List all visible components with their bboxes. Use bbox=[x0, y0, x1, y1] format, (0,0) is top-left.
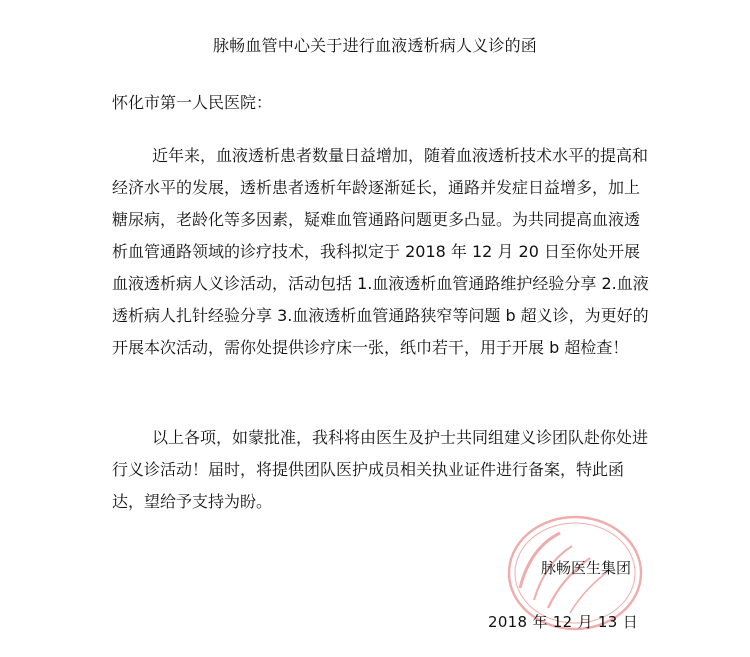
body-paragraph-2: 以上各项，如蒙批准，我科将由医生及护士共同组建义诊团队赴你处进行义诊活动！届时，将提供团队医护成员相关执业证件进行备案，特此函达，望给予支持为盼。 bbox=[112, 428, 649, 511]
signature-org: 脉畅医生集团 bbox=[541, 559, 632, 577]
letter-title: 脉畅血管中心关于进行血液透析病人义诊的函 bbox=[212, 36, 537, 55]
recipient-line: 怀化市第一人民医院： bbox=[112, 93, 273, 112]
body-paragraph-1: 近年来，血液透析患者数量日益增加，随着血液透析技术水平的提高和经济水平的发展，透析患者透析年龄逐渐延长，通路并发症日益增多，加上糖尿病，老龄化等多因素，疑难血管通路问题更多凸显。为共同提高血液透析血管通路领域的诊疗技术，我科拟定于 2018 年 12 月 20 日至你处开展血液透析病人义诊活动，活动包括 1.血液透析血管通路维护经验分享 2.血液透析病人扎针经验分享 3.血液透析血管通路狭窄等问题 b 超义诊，为更好的开展本次活动，需你处提供诊疗床一张，纸巾若干，用于开展 b 超检查！ bbox=[112, 146, 649, 357]
letter-date: 2018 年 12 月 13 日 bbox=[488, 613, 638, 631]
